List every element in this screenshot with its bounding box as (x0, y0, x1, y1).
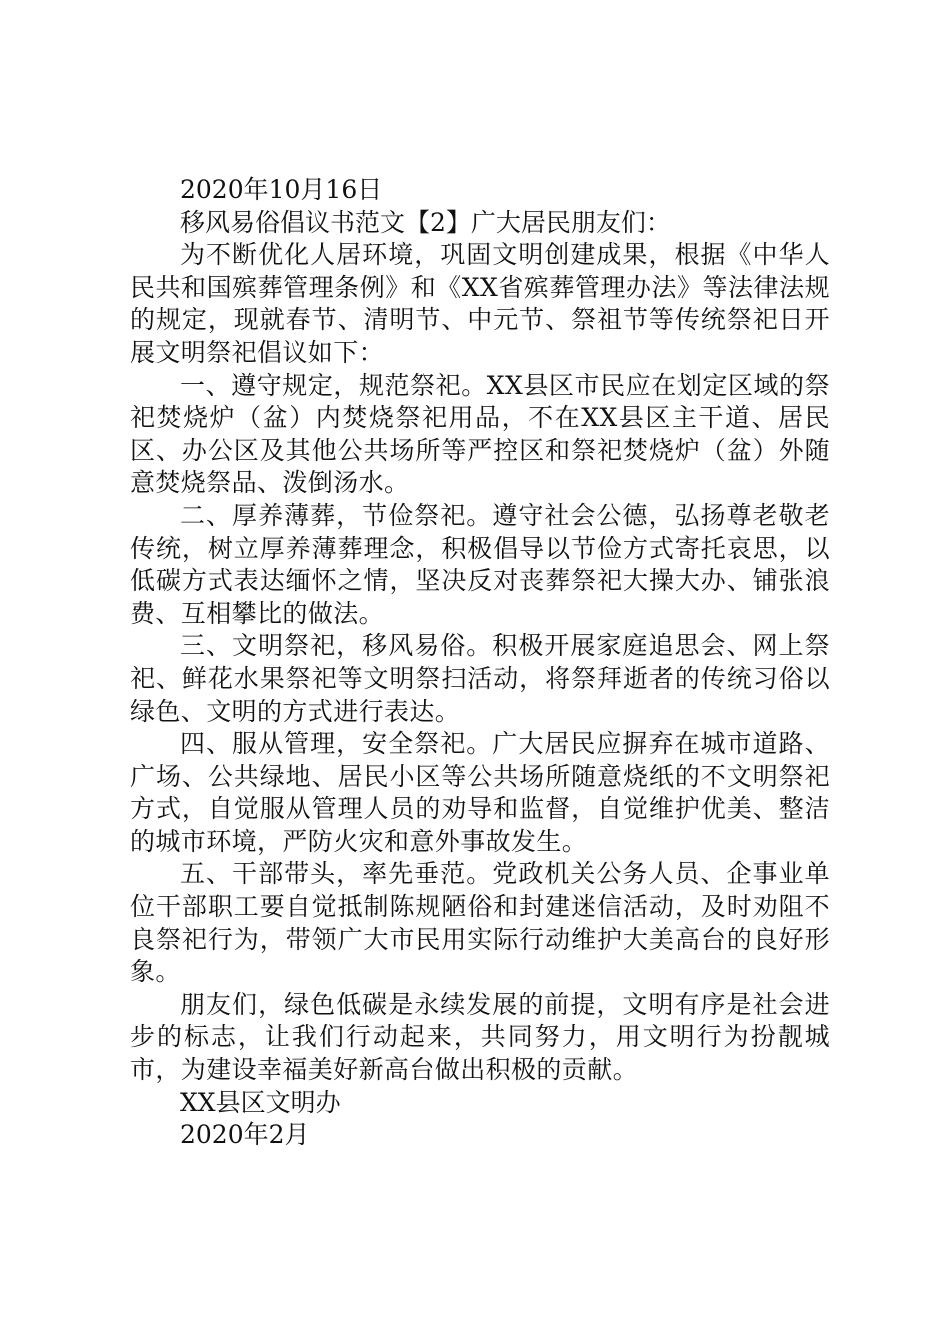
paragraph-item-4: 四、服从管理，安全祭祀。广大居民应摒弃在城市道路、广场、公共绿地、居民小区等公共场所随意烧纸的不文明祭祀方式，自觉服从管理人员的劝导和监督，自觉维护优美、整洁的城市环境，严防火灾和意外事故发生。 (130, 729, 830, 856)
bottom-date: 2020年2月 (180, 1120, 310, 1150)
paragraph-item-2: 二、厚养薄葬，节俭祭祀。遵守社会公德，弘扬尊老敬老传统，树立厚养薄葬理念，积极倡导以节俭方式寄托哀思，以低碳方式表达缅怀之情，坚决反对丧葬祭祀大操大办、铺张浪费、互相攀比的做法。 (130, 500, 830, 628)
top-date: 2020年10月16日 (180, 175, 383, 204)
signature: XX县区文明办 (180, 1087, 341, 1117)
paragraph-closing: 朋友们，绿色低碳是永续发展的前提，文明有序是社会进步的标志，让我们行动起来，共同努力，用文明行为扮靓城市，为建设幸福美好新高台做出积极的贡献。 (130, 989, 830, 1085)
paragraph-item-1: 一、遵守规定，规范祭祀。XX县区市民应在划定区域的祭祀焚烧炉（盆）内焚烧祭祀用品，不在XX县区主干道、居民区、办公区及其他公共场所等严控区和祭祀焚烧炉（盆）外随意焚烧祭品、泼倒汤水。 (130, 370, 830, 498)
paragraph-item-5: 五、干部带头，率先垂范。党政机关公务人员、企事业单位干部职工要自觉抵制陈规陋俗和封建迷信活动，及时劝阻不良祭祀行为，带领广大市民用实际行动维护大美高台的良好形象。 (130, 859, 830, 987)
document-heading: 移风易俗倡议书范文【2】广大居民朋友们： (180, 207, 671, 237)
paragraph-item-3: 三、文明祭祀，移风易俗。积极开展家庭追思会、网上祭祀、鲜花水果祭祀等文明祭扫活动，将祭拜逝者的传统习俗以绿色、文明的方式进行表达。 (130, 631, 830, 726)
document-body (130, 174, 830, 1152)
paragraph-intro: 为不断优化人居环境，巩固文明创建成果，根据《中华人民共和国殡葬管理条例》和《XX省殡葬管理办法》等法律法规的规定，现就春节、清明节、中元节、祭祖节等传统祭祀日开展文明祭祀倡议如下： (130, 240, 830, 367)
